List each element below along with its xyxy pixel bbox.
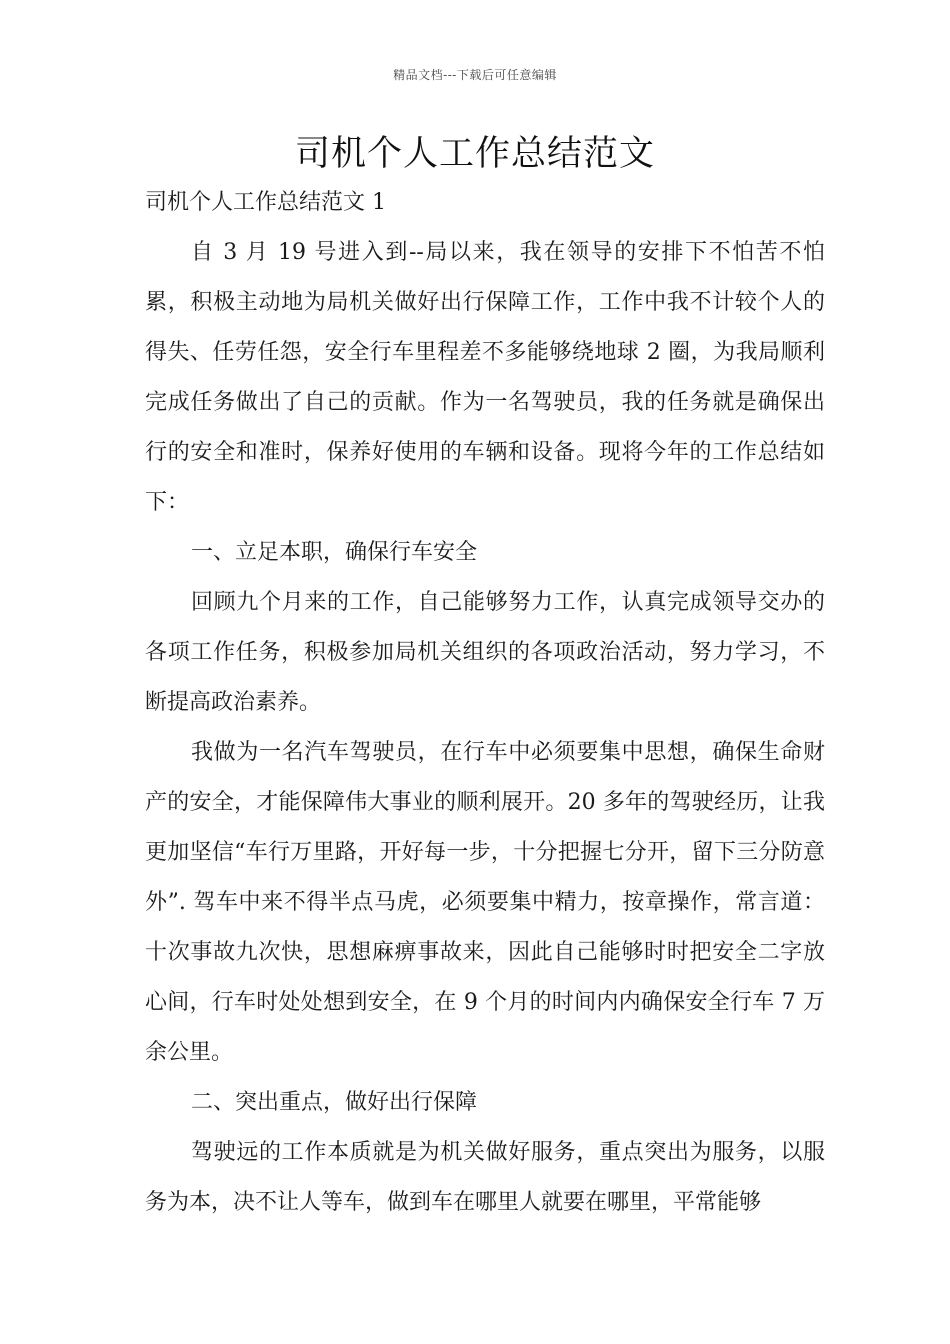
paragraph-intro: 自 3 月 19 号进入到--局以来，我在领导的安排下不怕苦不怕累，积极主动地为局机关做好出行保障工作，工作中我不计较个人的得失、任劳任怨，安全行车里程差不多能够绕地球 2 圈，为我局顺利完成任务做出了自己的贡献。作为一名驾驶员，我的任务就是确保出行的安全和准时，保养好使用的车辆和设备。现将今年的工作总结如下： bbox=[145, 240, 825, 515]
document-body bbox=[145, 178, 825, 1228]
section-heading-1: 一、立足本职，确保行车安全 bbox=[191, 540, 478, 565]
header-note: 精品文档---下载后可任意编辑 bbox=[393, 68, 557, 82]
section-heading-2: 二、突出重点，做好出行保障 bbox=[191, 1090, 478, 1115]
paragraph-service: 驾驶远的工作本质就是为机关做好服务，重点突出为服务，以服务为本，决不让人等车，做到车在哪里人就要在哪里，平常能够 bbox=[145, 1140, 825, 1215]
document-subtitle: 司机个人工作总结范文 1 bbox=[145, 190, 386, 215]
document-title: 司机个人工作总结范文 bbox=[294, 134, 655, 174]
paragraph-review: 回顾九个月来的工作，自己能够努力工作，认真完成领导交办的各项工作任务，积极参加局机关组织的各项政治活动，努力学习，不断提高政治素养。 bbox=[145, 590, 825, 715]
paragraph-safety: 我做为一名汽车驾驶员，在行车中必须要集中思想，确保生命财产的安全，才能保障伟大事业的顺利展开。20 多年的驾驶经历，让我更加坚信“车行万里路，开好每一步，十分把握七分开，留下三分防意外”. 驾车中来不得半点马虎，必须要集中精力，按章操作，常言道：十次事故九次快，思想麻痹事故来，因此自己能够时时把安全二字放心间，行车时处处想到安全，在 9 个月的时间内内确保安全行车 7 万余公里。 bbox=[145, 740, 825, 1065]
